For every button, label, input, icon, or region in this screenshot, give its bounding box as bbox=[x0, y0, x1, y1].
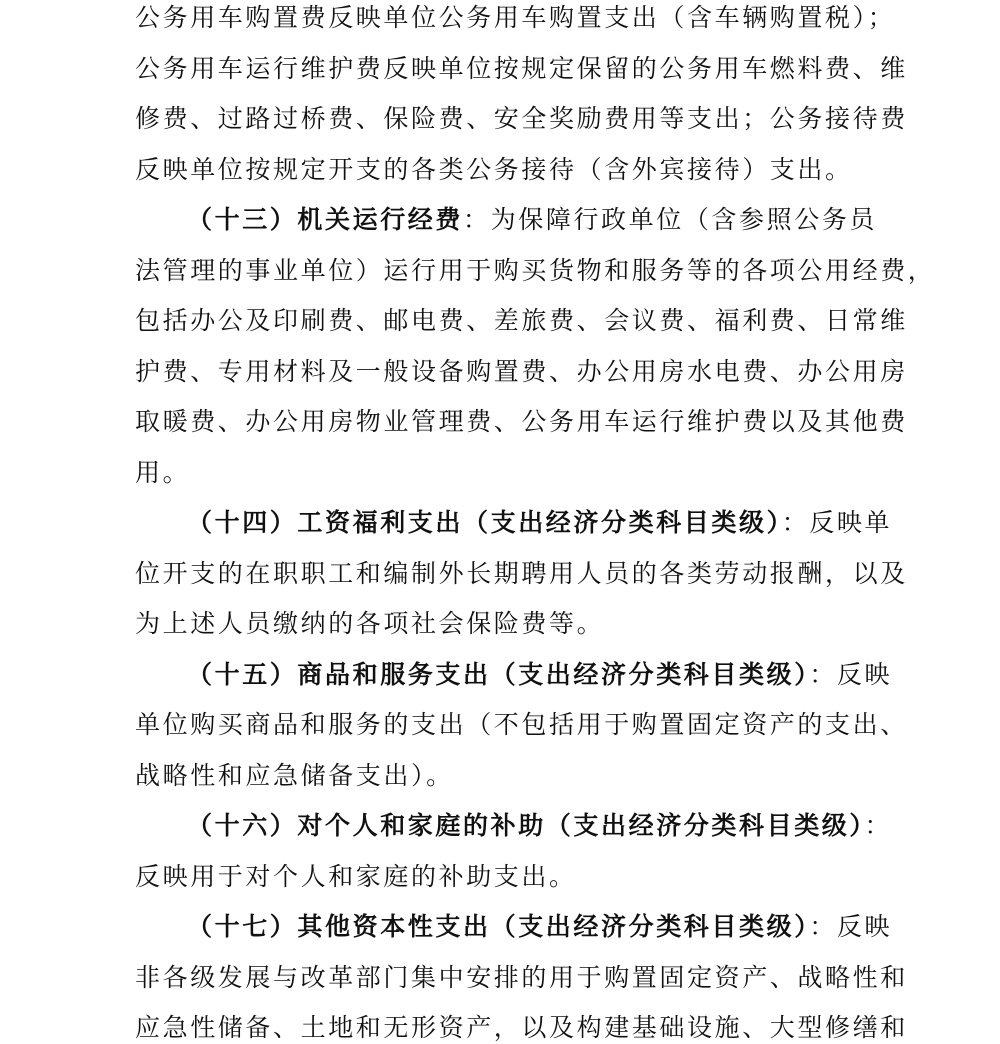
text-line: 用。 bbox=[135, 458, 191, 487]
section-text: ：反映 bbox=[809, 660, 893, 689]
section-text: ：反映 bbox=[809, 912, 893, 941]
section-heading: （十六）对个人和家庭的补助（支出经济分类科目类级） bbox=[187, 811, 865, 840]
text-line: 法管理的事业单位）运行用于购买货物和服务等的各项公用经费， bbox=[135, 256, 936, 285]
text-line: 取暖费、办公用房物业管理费、公务用车运行维护费以及其他费 bbox=[135, 407, 908, 436]
text-line: 修费、过路过桥费、保险费、安全奖励费用等支出；公务接待费 bbox=[135, 104, 908, 133]
section-text: ： bbox=[864, 811, 893, 840]
text-line: 非各级发展与改革部门集中安排的用于购置固定资产、战略性和 bbox=[135, 963, 908, 992]
text-line: 护费、专用材料及一般设备购置费、办公用房水电费、办公用房 bbox=[135, 357, 908, 386]
section-paragraph-16 bbox=[187, 810, 892, 842]
text-line: 位开支的在职职工和编制外长期聘用人员的各类劳动报酬，以及 bbox=[135, 559, 908, 588]
section-heading: （十五）商品和服务支出（支出经济分类科目类级） bbox=[187, 660, 810, 689]
section-heading: （十四）工资福利支出（支出经济分类科目类级） bbox=[187, 508, 782, 537]
text-line: 战略性和应急储备支出）。 bbox=[135, 761, 454, 790]
text-line: 反映单位按规定开支的各类公务接待（含外宾接待）支出。 bbox=[135, 155, 853, 184]
section-paragraph-15 bbox=[187, 659, 892, 691]
text-line: 公务用车购置费反映单位公务用车购置支出（含车辆购置税）； bbox=[135, 3, 896, 32]
text-line: 反映用于对个人和家庭的补助支出。 bbox=[135, 862, 577, 891]
text-line: 应急性储备、土地和无形资产，以及构建基础设施、大型修缮和 bbox=[135, 1013, 908, 1042]
section-paragraph-14 bbox=[187, 507, 892, 539]
section-paragraph-13 bbox=[187, 204, 877, 236]
text-line: 包括办公及印刷费、邮电费、差旅费、会议费、福利费、日常维 bbox=[135, 306, 908, 335]
text-line: 单位购买商品和服务的支出（不包括用于购置固定资产的支出、 bbox=[135, 710, 908, 739]
text-line: 为上述人员缴纳的各项社会保险费等。 bbox=[135, 609, 605, 638]
section-heading: （十三）机关运行经费 bbox=[187, 205, 464, 234]
section-heading: （十七）其他资本性支出（支出经济分类科目类级） bbox=[187, 912, 810, 941]
section-text: ：为保障行政单位（含参照公务员 bbox=[463, 205, 878, 234]
section-paragraph-17 bbox=[187, 911, 892, 943]
text-line: 公务用车运行维护费反映单位按规定保留的公务用车燃料费、维 bbox=[135, 54, 908, 83]
section-text: ：反映单 bbox=[781, 508, 893, 537]
